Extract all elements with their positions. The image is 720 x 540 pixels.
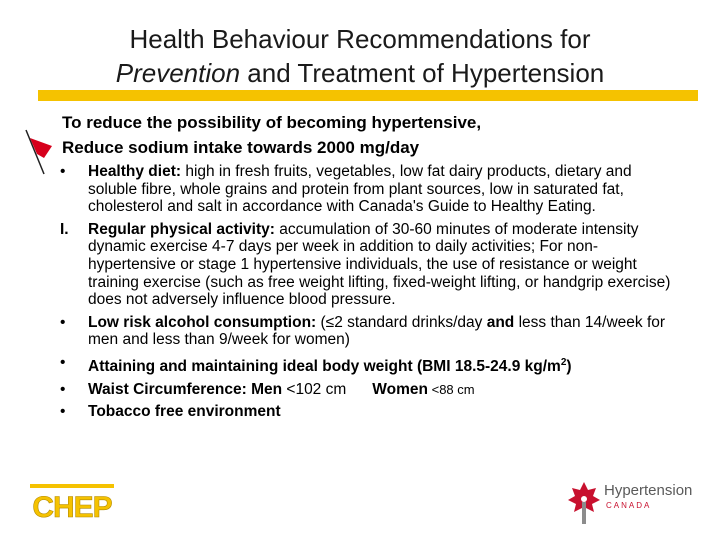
title-italic-word: Prevention <box>115 58 241 88</box>
list-item-alcohol <box>56 314 676 349</box>
list-item-waist <box>56 381 676 399</box>
chep-logo-text: CHEP <box>32 491 112 522</box>
slide-title <box>0 22 720 90</box>
item-bold-word: and <box>486 313 515 331</box>
item-text-2: less than 14/week for men and less than 9/week for women) <box>88 313 666 349</box>
item-label: Attaining and maintaining ideal body weight (BMI 18.5-24.9 kg/m <box>88 358 561 376</box>
list-item-weight <box>56 354 676 376</box>
item-men-value: <102 cm <box>286 380 347 398</box>
item-superscript: 2 <box>560 356 567 368</box>
item-text: high in fresh fruits, vegetables, low fat dairy products, dietary and soluble fibre, whole grains and protein from plant sources, low in saturated fat, cholesterol and salt in accordance with Canada's Guide to Healthy Eating. <box>88 163 632 216</box>
item-label: Tobacco free environment <box>88 403 281 421</box>
hypertension-logo-word: Hypertension <box>604 482 693 499</box>
title-line-2 <box>0 56 720 90</box>
recommendation-list <box>56 163 676 426</box>
chep-logo <box>30 484 114 522</box>
yellow-divider-bar <box>38 90 698 101</box>
item-label: Regular physical activity: <box>88 220 275 238</box>
item-women-value: <88 cm <box>427 381 475 397</box>
bullet-marker: • <box>60 163 66 180</box>
title-line-1: Health Behaviour Recommendations for <box>129 24 591 54</box>
list-item-tobacco <box>56 403 676 421</box>
heading-line-1: To reduce the possibility of becoming hypertensive, <box>62 113 482 132</box>
canada-logo-word: CANADA <box>606 501 652 510</box>
bullet-marker: • <box>60 353 66 371</box>
bullet-marker: • <box>60 403 66 421</box>
item-women-label: Women <box>372 380 428 398</box>
item-label: Healthy diet: <box>88 163 182 180</box>
item-text: accumulation of 30-60 minutes of moderate intensity dynamic exercise 4-7 days per week in addition to daily activities; For non-hypertensive or stage 1 hypertensive individuals, the use of resistance or weight training exercise (such as free weight lifting, fixed-weight lifting, or handgrip exercise) does not adversely influence blood pressure. <box>88 220 671 309</box>
item-text: (≤2 standard drinks/day <box>316 313 487 331</box>
bullet-marker: • <box>60 313 66 331</box>
bullet-marker: • <box>60 380 66 398</box>
item-label-end: ) <box>566 358 572 376</box>
heading-line-2: Reduce sodium intake towards 2000 mg/day <box>62 138 420 157</box>
list-item-activity <box>56 221 676 309</box>
bullet-marker: I. <box>60 220 69 238</box>
intro-heading <box>62 110 481 160</box>
list-item-diet <box>56 163 676 216</box>
item-label: Low risk alcohol consumption: <box>88 313 317 331</box>
item-label: Waist Circumference: Men <box>88 380 287 398</box>
title-line-2-rest: and Treatment of Hypertension <box>240 58 605 88</box>
